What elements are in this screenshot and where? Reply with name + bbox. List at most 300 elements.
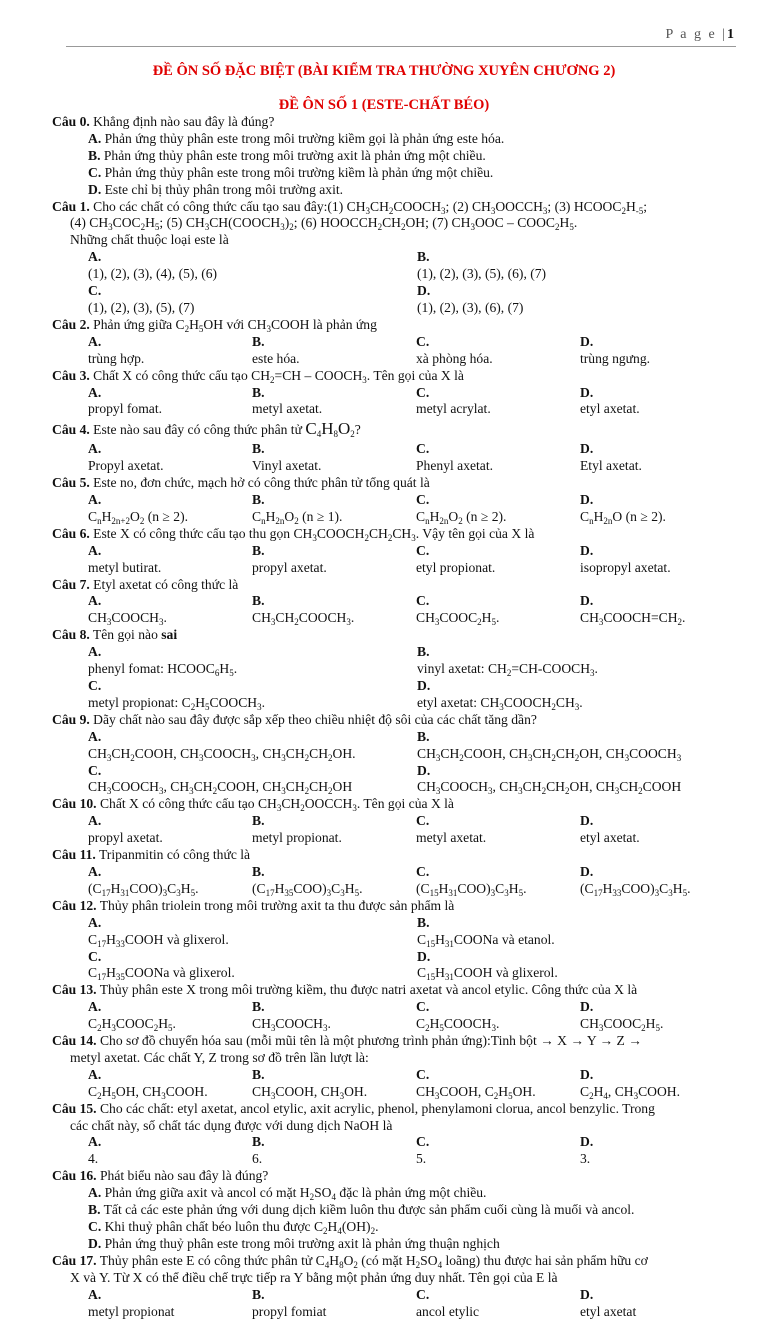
question-line — [52, 114, 742, 131]
option-letter: C. — [416, 1286, 430, 1302]
option-letter: D. — [417, 948, 431, 964]
option-text: etyl axetat — [580, 1303, 637, 1319]
question-line — [52, 577, 742, 594]
option-letter: A. — [88, 1066, 102, 1082]
answer-option — [52, 1202, 742, 1219]
answer-option — [252, 1067, 416, 1101]
answer-option — [580, 441, 744, 475]
question-number: Câu 13. — [52, 982, 97, 998]
option-letter: C. — [416, 1066, 430, 1082]
main-title: ĐỀ ÔN SỐ ĐẶC BIỆT (BÀI KIỂM TRA THƯỜNG XUYÊN CHƯƠNG 2) — [152, 63, 616, 79]
option-letter: C. — [416, 863, 430, 879]
option-text: Phản ứng thủy phân este trong môi trường axit là phản ứng một chiều. — [100, 147, 486, 163]
question-text: ? — [354, 422, 361, 438]
option-text: (1), (2), (3), (5), (7) — [88, 299, 195, 315]
answer-option — [52, 165, 742, 182]
answer-row — [52, 813, 742, 847]
option-text: este hóa. — [252, 350, 300, 366]
option-text: $CH_3COOCH=CH_2$. — [580, 610, 686, 628]
option-text: vinyl axetat: $CH_2=CH-COOCH_3$. — [417, 661, 598, 679]
option-text: propyl fomat. — [88, 401, 162, 417]
option-text: $C_{17}H_{35}COONa$ và glixerol. — [88, 965, 235, 983]
option-letter: C. — [416, 441, 430, 457]
option-text: metyl propionat: $C_2H_5COOCH_3$. — [88, 694, 266, 712]
option-text: $CH_3COOH$, $CH_3OH$. — [252, 1083, 368, 1101]
option-text: $C_2H_4$, $CH_3COOH$. — [580, 1083, 681, 1101]
option-letter: B. — [252, 593, 265, 609]
answer-option — [52, 182, 742, 199]
answer-option — [52, 915, 417, 949]
question-line — [52, 898, 742, 915]
option-letter: D. — [580, 333, 594, 349]
option-text: metyl propionat. — [252, 830, 342, 846]
answer-option — [52, 1134, 252, 1168]
option-letter: C. — [88, 164, 102, 180]
question-line — [52, 418, 742, 441]
option-letter: A. — [88, 813, 102, 829]
option-letter: B. — [252, 492, 265, 508]
option-text: trùng ngưng. — [580, 350, 651, 366]
question-text: Thủy phân este X trong môi trường kiềm, thu được natri axetat và ancol etylic. Công thức của X là — [96, 982, 638, 998]
option-letter: B. — [252, 1286, 265, 1302]
question-line — [52, 1253, 742, 1270]
option-letter: D. — [580, 1066, 594, 1082]
option-text: $CH_3CH_2COOCH_3$. — [252, 610, 355, 628]
emphasis: sai — [161, 627, 178, 643]
answer-row — [52, 283, 742, 317]
option-text: (1), (2), (3), (5), (6), (7) — [417, 266, 547, 282]
option-letter: B. — [417, 728, 430, 744]
question-number: Câu 12. — [52, 897, 97, 913]
question-text: Phản ứng giữa $C_2H_5OH$ với $CH_3COOH$ là phản ứng — [89, 316, 377, 334]
page-label: P a g e | — [665, 27, 727, 42]
question-text: Thủy phân este E có công thức phân tử $C_4H_8O_2$ (có mặt $H_2SO_4$ loãng) thu được hai sản phẩm hữu cơ — [96, 1252, 648, 1270]
question-list — [52, 114, 742, 1320]
option-letter: D. — [88, 181, 102, 197]
option-text: Phản ứng thuỷ phân este trong môi trường axit là phản ứng thuận nghịch — [101, 1235, 500, 1251]
answer-option — [580, 492, 744, 526]
option-text: metyl axetat. — [416, 830, 487, 846]
answer-option — [52, 334, 252, 368]
answer-option — [416, 1134, 580, 1168]
option-letter: B. — [252, 1066, 265, 1082]
option-letter: D. — [580, 441, 594, 457]
option-text: (1), (2), (3), (6), (7) — [417, 299, 524, 315]
question-line — [52, 475, 742, 492]
option-text: 3. — [580, 1151, 591, 1167]
option-letter: A. — [88, 728, 102, 744]
answer-option — [52, 864, 252, 898]
answer-row — [52, 249, 742, 283]
option-letter: B. — [417, 914, 430, 930]
question-text: Tên gọi nào — [89, 627, 162, 643]
answer-row — [52, 385, 742, 419]
answer-option — [52, 148, 742, 165]
answer-row — [52, 915, 742, 949]
answer-option — [252, 334, 416, 368]
option-letter: A. — [88, 249, 102, 265]
question-text: Cho sơ đồ chuyển hóa sau (mỗi mũi tên là một phương trình phản ứng):Tinh bột → X → Y → Z → — [96, 1033, 642, 1049]
answer-option — [580, 1134, 744, 1168]
answer-row — [52, 492, 742, 526]
option-text: Este chỉ bị thủy phân trong môi trường axit. — [101, 181, 344, 197]
option-letter: A. — [88, 914, 102, 930]
answer-row — [52, 441, 742, 475]
answer-option — [580, 334, 744, 368]
page-number: 1 — [727, 27, 736, 42]
question-text-continued: metyl axetat. Các chất Y, Z trong sơ đồ trên lần lượt là: — [70, 1049, 369, 1065]
answer-option — [52, 543, 252, 577]
question-number: Câu 17. — [52, 1252, 97, 1268]
answer-option — [252, 492, 416, 526]
option-text: Vinyl axetat. — [252, 458, 322, 474]
option-letter: A. — [88, 130, 102, 146]
option-text: $C_{15}H_{31}COOH$ và glixerol. — [417, 965, 558, 983]
option-text: metyl acrylat. — [416, 401, 491, 417]
option-text: $CH_3COOCH_3$. — [88, 610, 167, 628]
question-text: Phát biểu nào sau đây là đúng? — [96, 1168, 269, 1184]
option-letter: C. — [88, 948, 102, 964]
question-number: Câu 1. — [52, 198, 90, 214]
option-letter: C. — [416, 999, 430, 1015]
option-text: $C_{17}H_{33}COOH$ và glixerol. — [88, 931, 229, 949]
option-text: xà phòng hóa. — [416, 350, 493, 366]
answer-option — [52, 644, 417, 678]
option-text: Phản ứng thủy phân este trong môi trường kiềm là phản ứng một chiều. — [101, 164, 494, 180]
answer-option — [52, 249, 417, 283]
option-text: $(C_{17}H_{31}COO)_3C_3H_5$. — [88, 880, 199, 898]
answer-option — [52, 1287, 252, 1320]
option-text: metyl butirat. — [88, 559, 162, 575]
answer-option — [416, 999, 580, 1033]
answer-option — [580, 1067, 744, 1101]
answer-option — [252, 441, 416, 475]
option-letter: C. — [416, 492, 430, 508]
option-text: etyl axetat: $CH_3COOCH_2CH_3$. — [417, 694, 583, 712]
answer-option — [417, 949, 558, 983]
question-number: Câu 4. — [52, 422, 90, 438]
option-text: $CH_3CH_2COOH$, $CH_3CH_2CH_2OH$, $CH_3COOCH_3$ — [417, 745, 682, 763]
header-divider — [66, 46, 736, 47]
answer-option — [580, 593, 744, 627]
option-letter: D. — [417, 283, 431, 299]
option-text: ancol etylic — [416, 1303, 480, 1319]
option-letter: A. — [88, 333, 102, 349]
option-letter: C. — [416, 813, 430, 829]
question-text: Khẳng định nào sau đây là đúng? — [89, 114, 275, 129]
question-text-continued: Những chất thuộc loại este là — [70, 232, 229, 248]
option-text: metyl propionat — [88, 1303, 175, 1319]
answer-option — [252, 999, 416, 1033]
option-letter: A. — [88, 1134, 102, 1150]
option-text: Phản ứng giữa axit và ancol có mặt $H_2SO_4$ đặc là phản ứng một chiều. — [101, 1185, 487, 1203]
option-text: propyl axetat. — [88, 830, 163, 846]
answer-row — [52, 949, 742, 983]
answer-option — [52, 1219, 742, 1236]
answer-option — [417, 763, 681, 797]
page-header — [666, 27, 737, 43]
option-letter: B. — [88, 1202, 101, 1218]
answer-option — [52, 441, 252, 475]
option-letter: A. — [88, 492, 102, 508]
option-letter: B. — [252, 384, 265, 400]
answer-option — [580, 385, 744, 419]
question-line — [52, 317, 742, 334]
answer-row — [52, 1287, 742, 1320]
option-letter: B. — [88, 147, 101, 163]
option-letter: A. — [88, 644, 102, 660]
option-text: $C_nH_{2n}O_2$ (n ≥ 1). — [252, 508, 343, 526]
option-letter: D. — [580, 593, 594, 609]
option-text: Etyl axetat. — [580, 458, 642, 474]
option-text: Tất cả các este phản ứng với dung dịch kiềm luôn thu được sản phẩm cuối cùng là muối và ancol. — [100, 1202, 635, 1218]
answer-option — [252, 543, 416, 577]
answer-row — [52, 1067, 742, 1101]
option-text: $C_nH_{2n}O_2$ (n ≥ 2). — [416, 508, 507, 526]
question-line — [52, 199, 742, 216]
answer-option — [417, 678, 583, 712]
question-text: Cho các chất có công thức cấu tạo sau đây:(1) $CH_3CH_2COOCH_3$; (2) $CH_3OOCCH_3$; (3) $HCOOC_2H_{-5}$; — [89, 198, 648, 216]
question-line — [52, 982, 742, 999]
option-letter: D. — [417, 762, 431, 778]
option-text: $CH_3CH_2COOH$, $CH_3COOCH_3$, $CH_3CH_2CH_2OH$. — [88, 745, 356, 763]
answer-option — [416, 334, 580, 368]
question-number: Câu 8. — [52, 627, 90, 643]
option-letter: D. — [580, 813, 594, 829]
question-line — [52, 627, 742, 644]
question-number: Câu 9. — [52, 711, 90, 727]
option-text: $CH_3COOCH_3$, $CH_3CH_2COOH$, $CH_3CH_2CH_2OH$ — [88, 779, 353, 797]
option-letter: C. — [416, 593, 430, 609]
option-text: $CH_3COOH$, $C_2H_5OH$. — [416, 1083, 536, 1101]
option-text: $C_2H_5OH$, $CH_3COOH$. — [88, 1083, 208, 1101]
answer-option — [252, 1287, 416, 1320]
answer-option — [416, 1067, 580, 1101]
answer-option — [52, 492, 252, 526]
option-letter: A. — [88, 384, 102, 400]
option-letter: C. — [88, 1219, 102, 1234]
option-letter: C. — [416, 542, 430, 558]
answer-option — [416, 492, 580, 526]
option-text: isopropyl axetat. — [580, 559, 671, 575]
answer-option — [416, 385, 580, 419]
answer-row — [52, 644, 742, 678]
answer-option — [416, 441, 580, 475]
answer-option — [417, 729, 681, 763]
option-text: propyl fomiat — [252, 1303, 327, 1319]
option-letter: A. — [88, 542, 102, 558]
question-text: Este X có công thức cấu tạo thu gọn $CH_3COOCH_2CH_2CH_3$. Vậy tên gọi của X là — [89, 525, 535, 543]
option-letter: B. — [252, 441, 265, 457]
option-text: phenyl fomat: $HCOOC_6H_5$. — [88, 661, 238, 679]
option-text: $C_{15}H_{31}COONa$ và etanol. — [417, 931, 555, 949]
answer-option — [252, 385, 416, 419]
question-text: Etyl axetat có công thức là — [89, 576, 239, 592]
answer-option — [252, 593, 416, 627]
option-text: Phenyl axetat. — [416, 458, 494, 474]
option-letter: B. — [417, 249, 430, 265]
question-number: Câu 14. — [52, 1033, 97, 1049]
option-letter: C. — [416, 333, 430, 349]
option-letter: D. — [580, 542, 594, 558]
answer-option — [52, 678, 417, 712]
question-text: Este nào sau đây có công thức phân tử — [89, 422, 306, 438]
sub-title: ĐỀ ÔN SỐ 1 (ESTE-CHẤT BÉO) — [278, 97, 490, 113]
option-text: $C_2H_5COOCH_3$. — [416, 1016, 500, 1034]
option-letter: C. — [88, 678, 102, 693]
answer-option — [580, 1287, 744, 1320]
option-text: trùng hợp. — [88, 350, 145, 366]
question-text: Este no, đơn chức, mạch hở có công thức phân tử tổng quát là — [89, 475, 430, 491]
question-text: Thủy phân triolein trong môi trường axit ta thu được sản phẩm là — [96, 897, 455, 913]
option-letter: C. — [88, 283, 102, 299]
answer-row — [52, 593, 742, 627]
option-letter: B. — [252, 1134, 265, 1150]
formula: $C_4H_8O_2$ — [305, 419, 355, 440]
question-number: Câu 11. — [52, 847, 96, 863]
option-text: $C_nH_{2n+2}O_2$ (n ≥ 2). — [88, 508, 189, 526]
option-text: $C_nH_{2n}O$ (n ≥ 2). — [580, 508, 666, 526]
option-text: $C_2H_3COOC_2H_5$. — [88, 1016, 176, 1034]
answer-option — [52, 1236, 742, 1253]
question-text: Tripanmitin có công thức là — [95, 847, 251, 863]
answer-option — [52, 385, 252, 419]
option-text: $(C_{17}H_{33}COO)_3C_3H_5$. — [580, 880, 691, 898]
question-number: Câu 15. — [52, 1100, 97, 1116]
option-text: $(C_{15}H_{31}COO)_3C_3H_5$. — [416, 880, 527, 898]
option-letter: B. — [252, 542, 265, 558]
answer-row — [52, 678, 742, 712]
question-line — [52, 712, 742, 729]
option-letter: B. — [417, 644, 430, 660]
question-number: Câu 3. — [52, 367, 90, 383]
option-text: metyl axetat. — [252, 401, 323, 417]
answer-option — [416, 1287, 580, 1320]
answer-option — [252, 864, 416, 898]
question-line — [52, 1168, 742, 1185]
option-letter: D. — [417, 678, 431, 693]
option-letter: D. — [580, 999, 594, 1015]
question-text: Chất X có công thức cấu tạo $CH_3CH_2OOCCH_3$. Tên gọi của X là — [96, 796, 454, 814]
question-number: Câu 7. — [52, 576, 90, 592]
option-letter: C. — [88, 762, 102, 778]
question-text-continued: (4) $CH_3COC_2H_5$; (5) $CH_3CH(COOCH_3)_2$; (6) $HOOCCH_2CH_2OH$; (7) $CH_3OOC$ – $COOC_2H_5$. — [70, 215, 578, 233]
option-text: Khi thuỷ phân chất béo luôn thu được $C_2H_4(OH)_2$. — [101, 1219, 379, 1236]
answer-option — [52, 949, 417, 983]
answer-option — [417, 915, 555, 949]
option-letter: A. — [88, 863, 102, 879]
option-letter: B. — [252, 863, 265, 879]
answer-row — [52, 543, 742, 577]
answer-option — [416, 864, 580, 898]
option-text: 5. — [416, 1151, 427, 1167]
option-letter: D. — [580, 863, 594, 879]
option-letter: A. — [88, 1286, 102, 1302]
answer-option — [52, 1185, 742, 1202]
answer-option — [580, 864, 744, 898]
question-line — [52, 1101, 742, 1118]
answer-row — [52, 729, 742, 763]
option-letter: B. — [252, 333, 265, 349]
answer-option — [52, 999, 252, 1033]
answer-option — [52, 283, 417, 317]
question-text-continued: các chất này, số chất tác dụng được với dung dịch NaOH là — [70, 1117, 393, 1133]
option-letter: C. — [416, 1134, 430, 1150]
answer-option — [52, 131, 742, 148]
option-letter: D. — [580, 492, 594, 508]
question-number: Câu 2. — [52, 316, 90, 332]
question-line — [52, 368, 742, 385]
answer-row — [52, 763, 742, 797]
answer-option — [252, 1134, 416, 1168]
option-letter: D. — [580, 384, 594, 400]
option-text: $CH_3COOC_2H_5$. — [416, 610, 500, 628]
option-letter: D. — [88, 1235, 102, 1251]
question-line — [52, 1033, 742, 1050]
answer-option — [52, 729, 417, 763]
question-text-continued: X và Y. Từ X có thể điều chế trực tiếp ra Y bằng một phản ứng duy nhất. Tên gọi của E là — [70, 1269, 558, 1285]
option-text: $CH_3COOC_2H_5$. — [580, 1016, 664, 1034]
option-text: etyl axetat. — [580, 830, 640, 846]
option-text: Phản ứng thủy phân este trong môi trường kiềm gọi là phản ứng este hóa. — [101, 130, 505, 146]
question-line — [52, 847, 742, 864]
option-text: $CH_3COOCH_3$, $CH_3CH_2CH_2OH$, $CH_3CH_2COOH$ — [417, 779, 682, 797]
answer-option — [52, 593, 252, 627]
option-text: etyl propionat. — [416, 559, 496, 575]
question-text: Cho các chất: etyl axetat, ancol etylic, axit acrylic, phenol, phenylamoni clorua, ancol benzylic. Trong — [96, 1100, 655, 1116]
option-letter: A. — [88, 999, 102, 1015]
question-number: Câu 16. — [52, 1168, 97, 1184]
option-letter: D. — [580, 1134, 594, 1150]
answer-row — [52, 1134, 742, 1168]
answer-option — [52, 1067, 252, 1101]
question-number: Câu 10. — [52, 796, 97, 812]
option-letter: A. — [88, 593, 102, 609]
answer-option — [416, 543, 580, 577]
question-number: Câu 5. — [52, 475, 90, 491]
question-line — [52, 526, 742, 543]
option-letter: B. — [252, 999, 265, 1015]
option-letter: D. — [580, 1286, 594, 1302]
option-text: $CH_3COOCH_3$. — [252, 1016, 331, 1034]
answer-option — [417, 644, 598, 678]
option-letter: C. — [416, 384, 430, 400]
option-text: (1), (2), (3), (4), (5), (6) — [88, 266, 218, 282]
answer-option — [580, 999, 744, 1033]
answer-option — [416, 813, 580, 847]
question-number: Câu 6. — [52, 525, 90, 541]
option-letter: A. — [88, 441, 102, 457]
answer-option — [417, 283, 523, 317]
option-text: propyl axetat. — [252, 559, 327, 575]
option-letter: B. — [252, 813, 265, 829]
option-text: Propyl axetat. — [88, 458, 164, 474]
option-text: 4. — [88, 1151, 99, 1167]
option-text: $(C_{17}H_{35}COO)_3C_3H_5$. — [252, 880, 363, 898]
question-line — [52, 796, 742, 813]
question-text: Chất X có công thức cấu tạo $CH_2=CH$ – $COOCH_3$. Tên gọi của X là — [89, 367, 464, 385]
answer-row — [52, 999, 742, 1033]
answer-option — [416, 593, 580, 627]
answer-option — [417, 249, 546, 283]
answer-option — [252, 813, 416, 847]
answer-option — [52, 763, 417, 797]
answer-option — [52, 813, 252, 847]
question-text: Dãy chất nào sau đây được sắp xếp theo chiều nhiệt độ sôi của các chất tăng dần? — [89, 711, 537, 727]
answer-row — [52, 334, 742, 368]
question-number: Câu 0. — [52, 114, 90, 129]
option-letter: A. — [88, 1185, 102, 1201]
